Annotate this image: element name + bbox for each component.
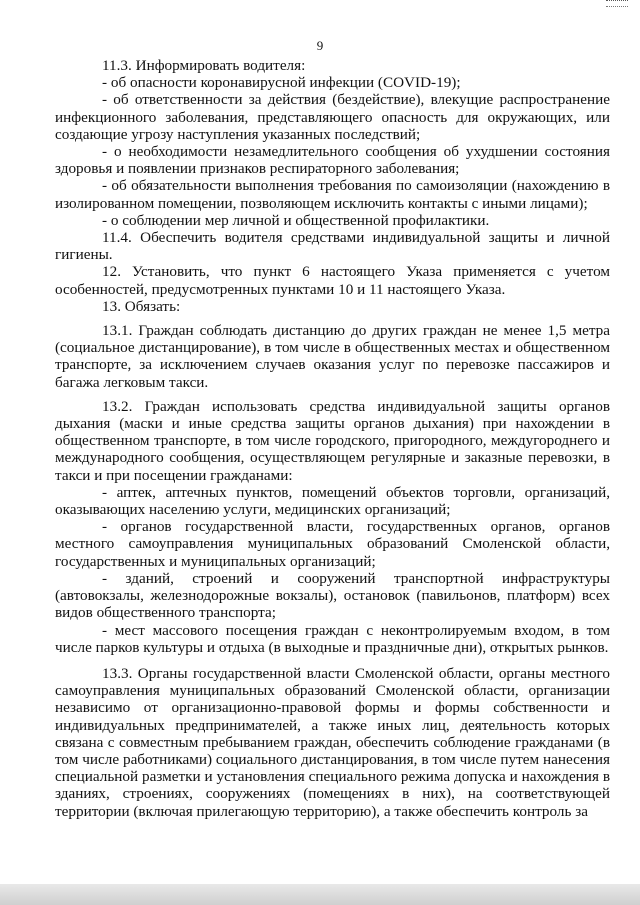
paragraph-13-2-item-4: - мест массового посещения граждан с неконтролируемым входом, в том числе парков культуры и отдыха (в выходные и праздничные дни), открытых рынков.: [55, 621, 610, 656]
paragraph-13: 13. Обязать:: [102, 297, 181, 315]
paragraph-11-3: 11.3. Информировать водителя:: [102, 57, 306, 74]
page-number: 9: [316, 38, 324, 53]
paragraph-11-3-item-3: - о необходимости незамедлительного сообщения об ухудшении состояния здоровья и появлении признаков респираторного заболевания;: [55, 143, 610, 178]
paragraph-13-2-item-3: - зданий, строений и сооружений транспортной инфраструктуры (автовокзалы, железнодорожные вокзалы), остановок (павильонов, платформ) всех видов общественного транспорта;: [55, 569, 610, 622]
paragraph-11-3-item-2: - об ответственности за действия (бездействие), влекущие распространение инфекционного заболевания, представляющего опасность для окружающих, или создающие угрозу наступления указанных последствий;: [55, 91, 610, 143]
scan-corner-mark: [606, 0, 628, 7]
paragraph-13-3: 13.3. Органы государственной власти Смоленской области, органы местного самоуправления муниципальных образований Смоленской области, организации независимо от организационно-правовой формы и формы собственности и индивидуальных предпринимателей, а также иных лиц, деятельность которых связана с совместным пребыванием граждан, обеспечить соблюдение гражданами (в том числе работниками) социального дистанцирования, в том числе путем нанесения специальной разметки и установления специального режима допуска и нахождения в зданиях, строениях, сооружениях (помещениях в них), на соответствующей территории (включая прилегающую территорию), а также обеспечить контроль за: [55, 664, 610, 820]
paragraph-11-3-item-1: - об опасности коронавирусной инфекции (COVID-19);: [102, 74, 461, 92]
paragraph-13-2-item-2: - органов государственной власти, государственных органов, органов местного самоуправления муниципальных образований Смоленской области, государственных и муниципальных организаций;: [55, 518, 610, 570]
document-body: [55, 57, 610, 820]
paragraph-13-2-item-1: - аптек, аптечных пунктов, помещений объектов торговли, организаций, оказывающих населению услуги, медицинских организаций;: [55, 483, 610, 519]
scan-bottom-edge: [0, 884, 640, 905]
paragraph-13-2: 13.2. Граждан использовать средства индивидуальной защиты органов дыхания (маски и иные средства защиты органов дыхания) при нахождении в общественном транспорте, в том числе городского, пригородного, междугороднего и международного сообщения, осуществляющем регулярные и заказные перевозки, в такси и при посещении гражданами:: [55, 397, 610, 484]
paragraph-13-1: 13.1. Граждан соблюдать дистанцию до других граждан не менее 1,5 метра (социальное дистанцирование), в том числе в общественных местах и общественном транспорте, за исключением случаев оказания услуг по перевозке пассажиров и багажа легковым такси.: [55, 322, 610, 391]
paragraph-11-4: 11.4. Обеспечить водителя средствами индивидуальной защиты и личной гигиены.: [55, 229, 610, 264]
paragraph-11-3-item-5: - о соблюдении мер личной и общественной профилактики.: [102, 211, 490, 229]
paragraph-11-3-item-4: - об обязательности выполнения требования по самоизоляции (нахождению в изолированном помещении, позволяющем исключить контакты с иными лицами);: [55, 177, 610, 212]
paragraph-12: 12. Установить, что пункт 6 настоящего Указа применяется с учетом особенностей, предусмотренных пунктами 10 и 11 настоящего Указа.: [55, 263, 610, 298]
